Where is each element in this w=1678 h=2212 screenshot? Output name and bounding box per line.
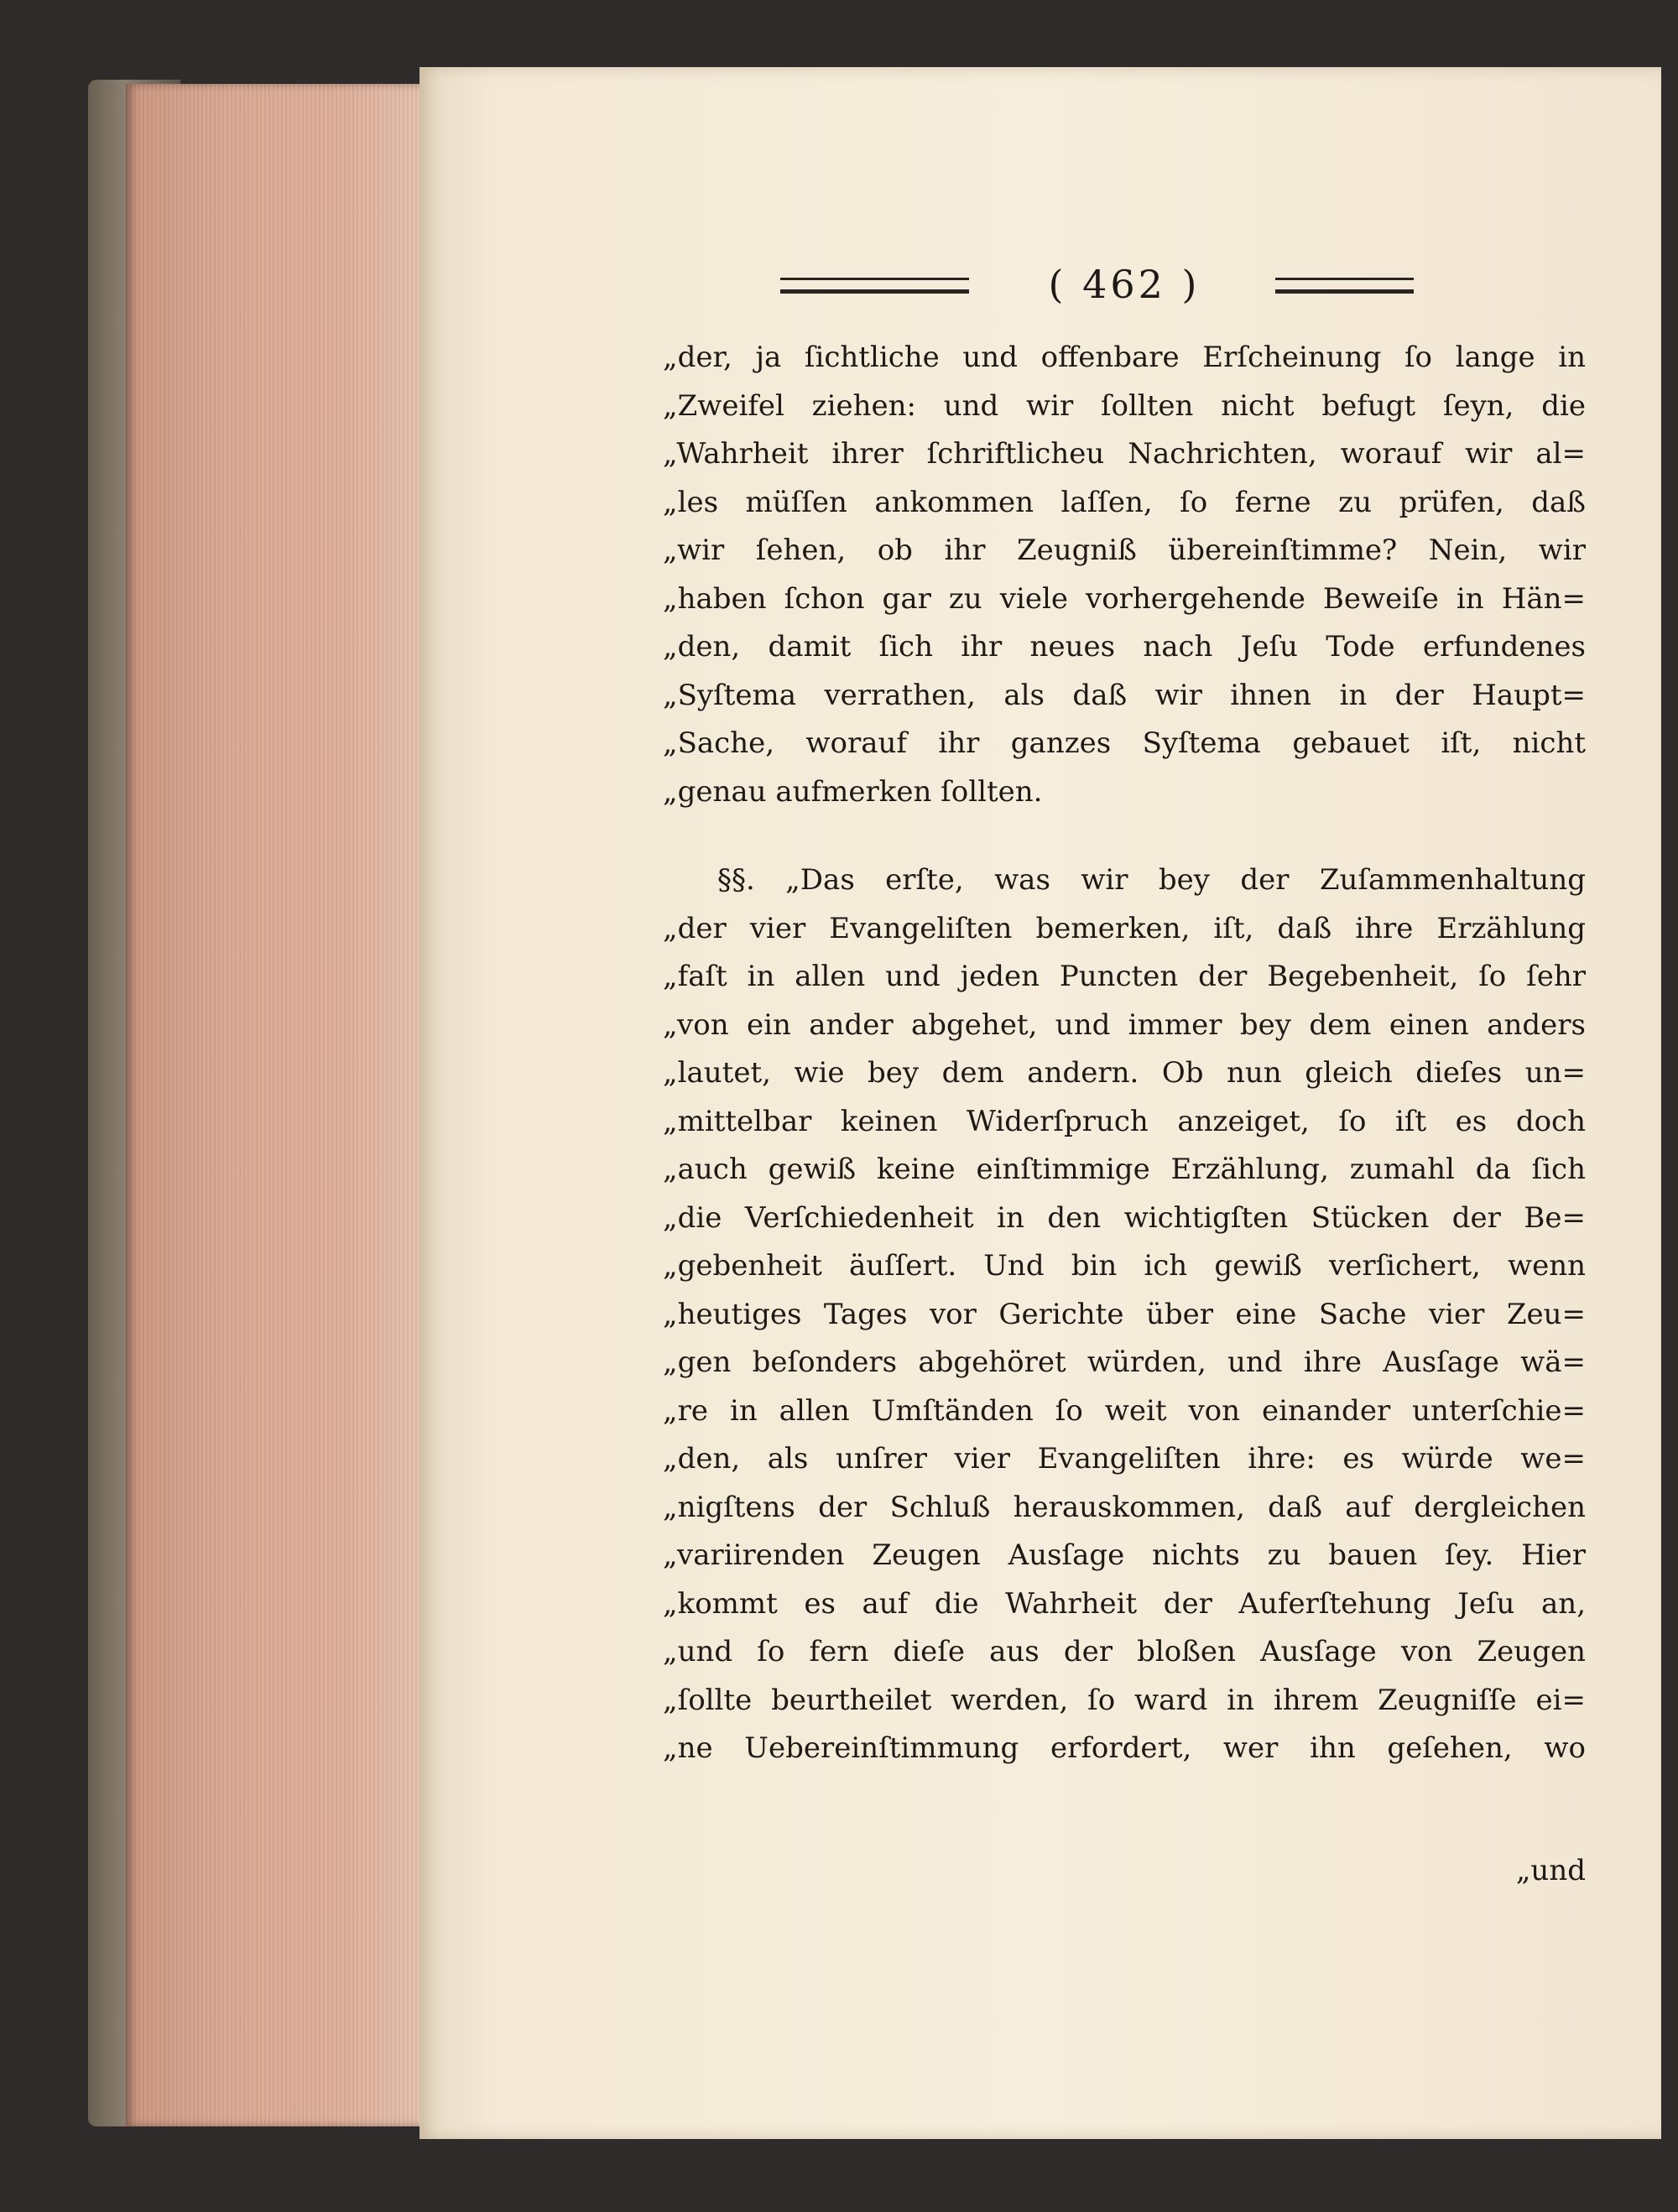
text-line: „kommt es auf die Wahrheit der Auferſtehung Jeſu an, [663, 1586, 1586, 1621]
text-line: „ſollte beurtheilet werden, ſo ward in ihrem Zeugniſſe ei= [663, 1683, 1586, 1717]
text-line: „lautet, wie bey dem andern. Ob nun gleich dieſes un= [663, 1056, 1586, 1090]
text-line: „der, ja ſichtliche und offenbare Erſcheinung ſo lange in [663, 341, 1586, 374]
text-line: „Zweifel ziehen: und wir ſollten nicht befugt ſeyn, die [663, 388, 1586, 423]
page-header [780, 262, 1468, 307]
text-line: „les müſſen ankommen laſſen, ſo ferne zu prüfen, daß [663, 485, 1586, 519]
text-line: „haben ſchon gar zu viele vorhergehende Beweiſe in Hän= [663, 581, 1586, 616]
text-line: §§. „Das erſte, was wir bey der Zuſammenhaltung [717, 863, 1586, 897]
text-line: „der vier Evangeliſten bemerken, iſt, daß ihre Erzählung [663, 911, 1586, 945]
text-line: „und ſo fern dieſe aus der bloßen Ausſage von Zeugen [663, 1635, 1586, 1668]
paragraph-2 [663, 856, 1586, 1773]
text-line: „variirenden Zeugen Ausſage nichts zu bauen ſey. Hier [663, 1538, 1586, 1572]
text-line: „wir ſehen, ob ihr Zeugniß übereinſtimme? Nein, wir [663, 533, 1586, 567]
text-line: „auch gewiß keine einſtimmige Erzählung, zumahl da ſich [663, 1153, 1586, 1186]
text-line: „Sache, worauf ihr ganzes Syſtema gebauet iſt, nicht [663, 726, 1586, 760]
header-rule-left [780, 278, 969, 294]
text-line: „mittelbar keinen Widerſpruch anzeiget, ſo iſt es doch [663, 1104, 1586, 1138]
text-line: „heutiges Tages vor Gerichte über eine Sache vier Zeu= [663, 1297, 1586, 1331]
text-line: „re in allen Umſtänden ſo weit von einander unterſchie= [663, 1393, 1586, 1428]
page-number: ( 462 ) [1048, 262, 1201, 307]
header-rule-right [1275, 278, 1414, 294]
text-line: „von ein ander abgehet, und immer bey dem einen anders [663, 1007, 1586, 1042]
text-line: „nigſtens der Schluß herauskommen, daß auf dergleichen [663, 1490, 1586, 1524]
paragraph-gap [663, 816, 1586, 856]
catchword: „und [1515, 1854, 1586, 1887]
page-block-edge [126, 84, 436, 2126]
text-line: „gebenheit äuſſert. Und bin ich gewiß verſichert, wenn [663, 1249, 1586, 1283]
body-text [663, 334, 1586, 1773]
text-line: „Syſtema verrathen, als daß wir ihnen in der Haupt= [663, 678, 1586, 712]
text-line: „genau aufmerken ſollten. [663, 774, 1043, 809]
text-line: „faſt in allen und jeden Puncten der Begebenheit, ſo ſehr [663, 960, 1586, 993]
text-line: „ne Uebereinſtimmung erfordert, wer ihn geſehen, wo [663, 1731, 1586, 1765]
text-line: „die Verſchiedenheit in den wichtigſten Stücken der Be= [663, 1200, 1586, 1235]
text-line: „gen beſonders abgehöret würden, und ihre Ausſage wä= [663, 1345, 1586, 1379]
text-line: „den, als unſrer vier Evangeliſten ihre: es würde we= [663, 1442, 1586, 1476]
text-line: „Wahrheit ihrer ſchriftlicheu Nachrichten, worauf wir al= [663, 437, 1586, 471]
paragraph-1 [663, 334, 1586, 816]
text-line: „den, damit ſich ihr neues nach Jeſu Tode erfundenes [663, 630, 1586, 664]
